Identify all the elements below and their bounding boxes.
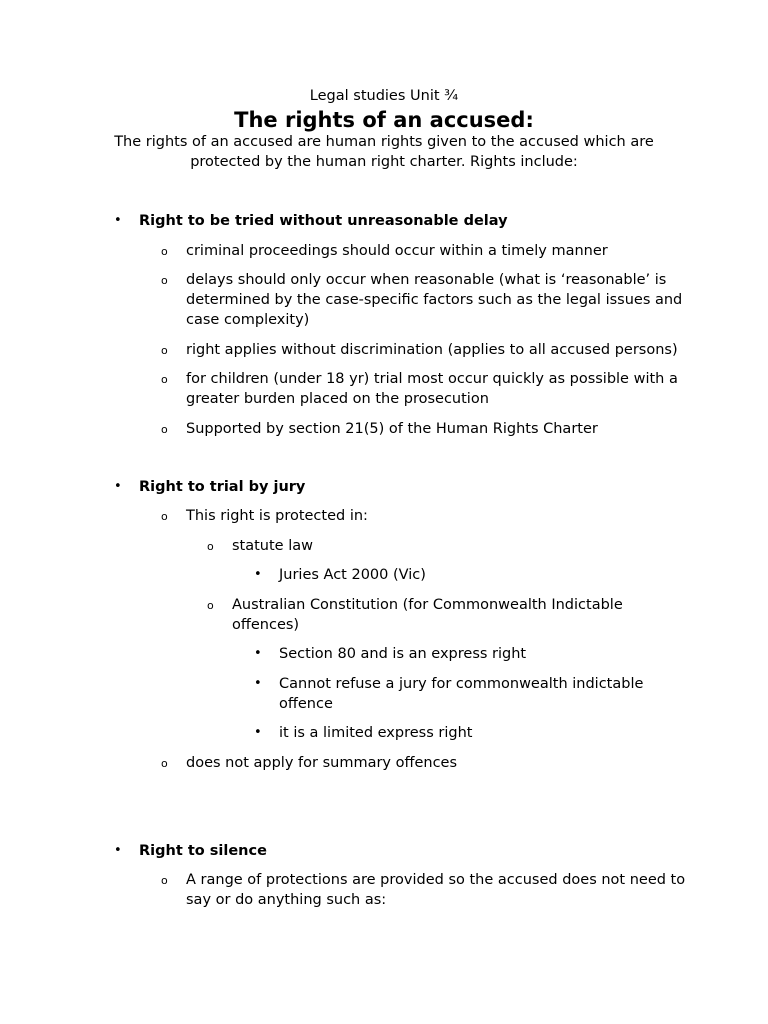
bullet-disc-icon: •: [254, 567, 262, 582]
list-item-text: does not apply for summary offences: [186, 754, 458, 771]
section-trial-by-jury: [0, 477, 768, 773]
list-item-text: Juries Act 2000 (Vic): [279, 567, 426, 583]
rights-list: [0, 211, 768, 910]
list-item-text: Section 80 and is an express right: [279, 646, 527, 662]
bullet-circle-icon: o: [161, 422, 168, 436]
list-item: [0, 340, 686, 360]
bullet-disc-icon: •: [114, 478, 122, 494]
list-item-text: right applies without discrimination (applies to all accused persons): [186, 341, 678, 358]
heading-text: Right to silence: [139, 842, 267, 859]
bullet-circle-icon: o: [161, 274, 168, 287]
bullet-circle-icon: o: [207, 539, 214, 553]
heading-text: Right to be tried without unreasonable delay: [139, 213, 508, 229]
document-subtitle: Legal studies Unit ¾: [309, 88, 459, 104]
list-item: [0, 595, 672, 635]
list-item: [0, 723, 679, 743]
list-item-text: This right is protected in:: [186, 508, 368, 524]
bullet-disc-icon: •: [254, 646, 262, 661]
intro-paragraph: The rights of an accused are human rights given to the accused which are protected by the human right charter. Rights include:: [114, 134, 654, 170]
list-item: [0, 270, 686, 330]
bullet-disc-icon: •: [114, 213, 122, 228]
list-item-text: Australian Constitution (for Commonwealth Indictable offences): [232, 596, 623, 633]
list-item: [0, 536, 672, 556]
list-item-text: criminal proceedings should occur within a timely manner: [186, 242, 608, 259]
list-item: [0, 644, 679, 664]
list-item: [0, 753, 686, 773]
list-item: [0, 419, 686, 439]
list-item-text: A range of protections are provided so the accused does not need to say or do anything such as:: [186, 872, 686, 908]
list-item-text: for children (under 18 yr) trial most occur quickly as possible with a greater burden placed on the prosecution: [186, 371, 678, 407]
bullet-disc-icon: •: [254, 725, 262, 740]
section-heading: [0, 477, 679, 497]
bullet-disc-icon: •: [114, 842, 122, 858]
list-item: [0, 506, 686, 526]
bullet-circle-icon: o: [161, 510, 168, 523]
section-heading: [0, 841, 679, 861]
list-item-text: statute law: [232, 537, 313, 554]
section-heading: [0, 211, 679, 231]
bullet-circle-icon: o: [161, 373, 168, 386]
list-item: [0, 870, 686, 910]
document-title: The rights of an accused:: [234, 108, 534, 132]
bullet-circle-icon: o: [161, 874, 168, 887]
bullet-circle-icon: o: [161, 244, 168, 258]
list-item-text: it is a limited express right: [279, 725, 473, 741]
list-item: [0, 565, 679, 585]
bullet-circle-icon: o: [161, 756, 168, 770]
list-item: [0, 241, 686, 261]
heading-text: Right to trial by jury: [139, 478, 306, 495]
list-item-text: delays should only occur when reasonable (what is ‘reasonable’ is determined by the case-specific factors such as the legal issues and case complexity): [186, 272, 683, 328]
bullet-circle-icon: o: [161, 343, 168, 357]
bullet-circle-icon: o: [207, 598, 214, 612]
list-item-text: Supported by section 21(5) of the Human Rights Charter: [186, 420, 598, 437]
section-right-to-silence: [0, 841, 768, 911]
list-item: [0, 674, 679, 714]
section-unreasonable-delay: [0, 211, 768, 439]
list-item-text: Cannot refuse a jury for commonwealth indictable offence: [279, 675, 644, 712]
bullet-disc-icon: •: [254, 675, 262, 691]
list-item: [0, 369, 686, 409]
